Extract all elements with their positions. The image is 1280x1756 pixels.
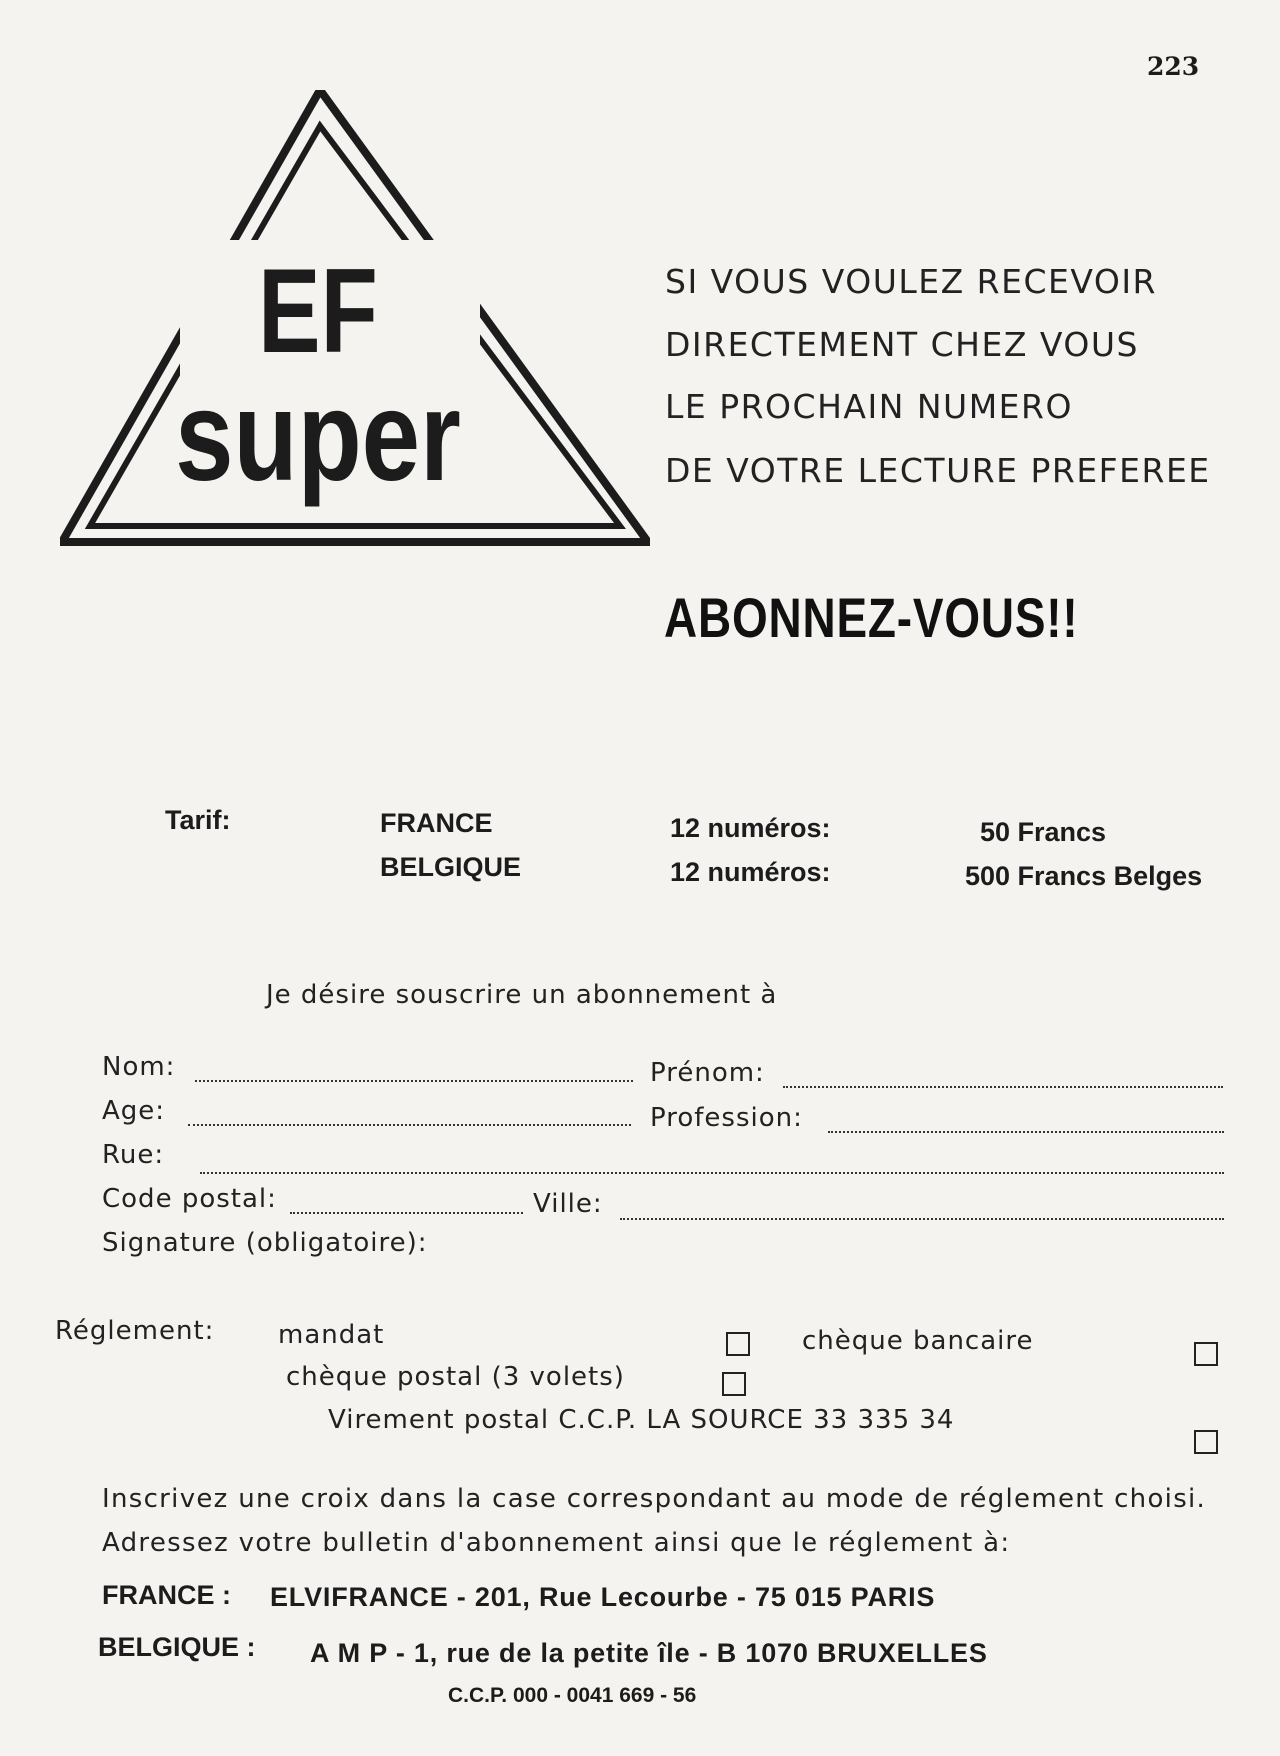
form-intro: Je désire souscrire un abonnement à	[266, 980, 778, 1010]
promo-line-1: SI VOUS VOULEZ RECEVOIR	[665, 262, 1157, 301]
mandat-label: mandat	[278, 1320, 385, 1350]
promo-line-4: DE VOTRE LECTURE PREFEREE	[665, 451, 1211, 490]
code-postal-label: Code postal:	[102, 1184, 277, 1214]
profession-field[interactable]	[828, 1131, 1224, 1133]
promo-line-2: DIRECTEMENT CHEZ VOUS	[665, 325, 1140, 364]
cheque-postal-checkbox[interactable]	[722, 1372, 746, 1396]
page-number: 223	[1147, 52, 1200, 81]
signature-label: Signature (obligatoire):	[102, 1228, 428, 1258]
nom-label: Nom:	[102, 1052, 176, 1082]
tarif-issues-france: 12 numéros:	[670, 813, 831, 843]
reglement-label: Réglement:	[55, 1316, 215, 1346]
logo-ef-text: EF	[258, 243, 378, 378]
france-address: ELVIFRANCE - 201, Rue Lecourbe - 75 015 PARIS	[270, 1582, 936, 1612]
logo-super-text: super	[175, 364, 461, 508]
nom-field[interactable]	[195, 1080, 633, 1082]
instruction-line-2: Adressez votre bulletin d'abonnement ainsi que le réglement à:	[102, 1528, 1011, 1558]
belgique-address-label: BELGIQUE :	[98, 1632, 256, 1662]
cheque-postal-label: chèque postal (3 volets)	[286, 1362, 625, 1392]
promo-line-3: LE PROCHAIN NUMERO	[665, 387, 1073, 426]
profession-label: Profession:	[650, 1103, 803, 1133]
virement-label: Virement postal C.C.P. LA SOURCE 33 335 34	[328, 1405, 955, 1435]
tarif-price-france: 50 Francs	[980, 817, 1107, 847]
prenom-field[interactable]	[783, 1086, 1223, 1088]
age-label: Age:	[102, 1096, 166, 1126]
ville-label: Ville:	[533, 1189, 603, 1219]
call-to-action: ABONNEZ-VOUS!!	[664, 586, 1079, 649]
tarif-issues-belgique: 12 numéros:	[670, 857, 831, 887]
cheque-bancaire-label: chèque bancaire	[802, 1326, 1034, 1356]
age-field[interactable]	[188, 1124, 631, 1126]
code-postal-field[interactable]	[290, 1212, 523, 1214]
instruction-line-1: Inscrivez une croix dans la case correspondant au mode de réglement choisi.	[102, 1484, 1207, 1514]
ef-super-logo	[60, 90, 650, 630]
rue-field[interactable]	[200, 1172, 1224, 1174]
ville-field[interactable]	[620, 1218, 1224, 1220]
belgique-address: A M P - 1, rue de la petite île - B 1070 BRUXELLES	[310, 1638, 988, 1668]
tarif-label: Tarif:	[165, 805, 231, 835]
tarif-country-france: FRANCE	[380, 808, 493, 838]
rue-label: Rue:	[102, 1140, 165, 1170]
prenom-label: Prénom:	[650, 1058, 765, 1088]
mandat-checkbox[interactable]	[726, 1332, 750, 1356]
france-address-label: FRANCE :	[102, 1580, 231, 1610]
tarif-country-belgique: BELGIQUE	[380, 852, 522, 882]
ccp-number: C.C.P. 000 - 0041 669 - 56	[448, 1684, 697, 1707]
cheque-bancaire-checkbox[interactable]	[1194, 1342, 1218, 1366]
virement-checkbox[interactable]	[1194, 1430, 1218, 1454]
tarif-price-belgique: 500 Francs Belges	[965, 861, 1203, 891]
